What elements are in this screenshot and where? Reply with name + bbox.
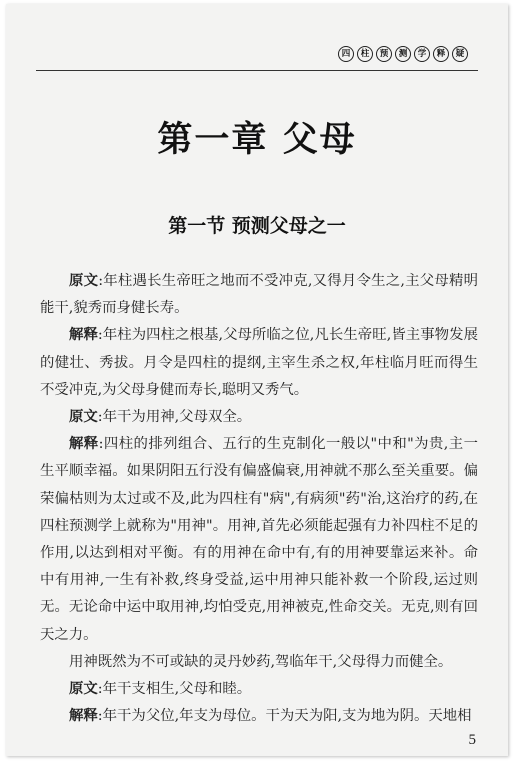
paragraph-text: :四柱的排列组合、五行的生克制化一般以"中和"为贵,主一生平顺幸福。如果阴阳五行没有偏盛偏衰,用神就不那么至关重要。偏荣偏枯则为太过或不及,此为四柱有"病",有病须"药"治,这治疗的药,在四柱预测学上就称为"用神"。用神,首先必须能起强有力补四柱不足的作用,以达到相对平衡。有的用神在命中有,有的用神要靠运来补。命中有用神,一生有补救,终身受益,运中用神只能补救一个阶段,运过则无。无论命中运中取用神,均怕受克,用神被克,性命交关。无克,则有回天之力。 (40, 436, 478, 643)
body-text (40, 268, 478, 730)
paragraph-text: 用神既然为不可或缺的灵丹妙药,驾临年干,父母得力而健全。 (69, 653, 453, 670)
paragraph (40, 268, 478, 322)
paragraph-label: 原文 (69, 273, 99, 289)
paragraph (40, 322, 478, 404)
paragraph-text: :年柱遇长生帝旺之地而不受冲克,又得月令生之,主父母精明能干,貌秀而身健长寿。 (40, 273, 478, 317)
header-char: 测 (395, 46, 411, 62)
running-header (338, 46, 468, 62)
paragraph-text: :年干支相生,父母和睦。 (97, 681, 252, 698)
header-rule (36, 70, 478, 71)
header-char: 疑 (452, 46, 468, 62)
paragraph (40, 703, 478, 730)
paragraph-text: :年干为父位,年支为母位。干为天为阳,支为地为阴。天地相 (97, 708, 472, 725)
paragraph (40, 676, 478, 703)
paragraph-text: :年柱为四柱之根基,父母所临之位,凡长生帝旺,皆主事物发展的健壮、秀拔。月令是四柱的提纲,主宰生杀之权,年柱临月旺而得生不受冲克,为父母身健而寿长,聪明又秀气。 (40, 327, 478, 398)
book-page (6, 4, 508, 756)
page-number: 5 (468, 732, 476, 748)
chapter-title: 第一章 父母 (157, 120, 357, 160)
header-char: 释 (433, 46, 449, 62)
paragraph-label: 原文 (69, 681, 98, 698)
paragraph-label: 解释 (69, 708, 98, 725)
header-char: 柱 (357, 46, 373, 62)
paragraph (40, 649, 478, 676)
paragraph-label: 原文 (69, 409, 98, 426)
paragraph-label: 解释 (69, 436, 99, 453)
header-char: 四 (338, 46, 354, 62)
section-title: 第一节 预测父母之一 (168, 215, 346, 237)
paragraph (40, 404, 478, 431)
header-char: 预 (376, 46, 392, 62)
paragraph-label: 解释 (69, 327, 98, 344)
paragraph-text: :年干为用神,父母双全。 (97, 409, 252, 426)
paragraph (40, 431, 478, 649)
header-char: 学 (414, 46, 430, 62)
